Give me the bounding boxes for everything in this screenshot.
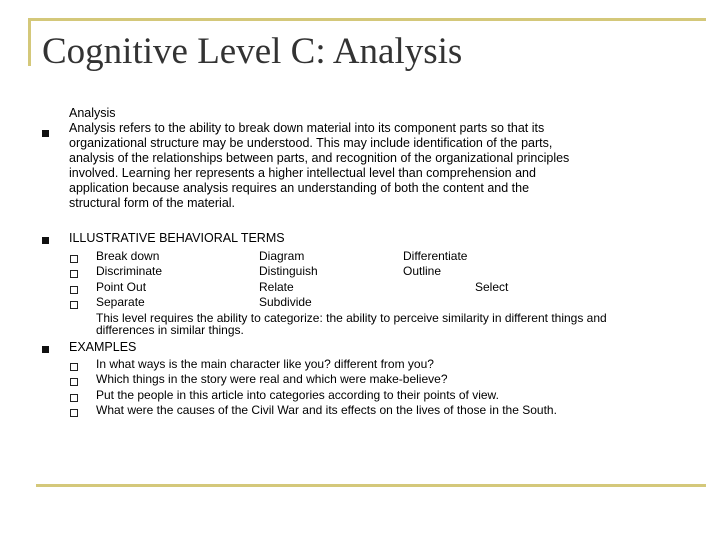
checkbox-bullet-icon — [70, 394, 78, 402]
checkbox-bullet-icon — [70, 378, 78, 386]
checkbox-bullet-icon — [70, 363, 78, 371]
analysis-line-5: application because analysis requires an understanding of both the content and the — [69, 181, 530, 195]
analysis-line-3: analysis of the relationships between parts, and recognition of the organizational principles — [69, 151, 570, 165]
example-item-2: Which things in the story were real and which were make-believe? — [96, 372, 448, 386]
checkbox-bullet-icon — [70, 301, 78, 309]
section-heading-behavioral-terms: ILLUSTRATIVE BEHAVIORAL TERMS — [69, 231, 285, 245]
slide-title: Cognitive Level C: Analysis — [42, 31, 463, 72]
section-heading-examples: EXAMPLES — [69, 340, 137, 354]
section-heading-analysis: Analysis — [69, 106, 116, 120]
term-discriminate: Discriminate — [96, 264, 163, 278]
term-distinguish: Distinguish — [259, 264, 318, 278]
analysis-line-6: structural form of the material. — [69, 196, 236, 210]
term-outline: Outline — [403, 264, 442, 278]
checkbox-bullet-icon — [70, 270, 78, 278]
bottom-rule — [36, 484, 706, 487]
term-differentiate: Differentiate — [403, 249, 468, 263]
checkbox-bullet-icon — [70, 409, 78, 417]
term-diagram: Diagram — [259, 249, 305, 263]
left-rule — [28, 18, 31, 66]
analysis-line-1: Analysis refers to the ability to break down material into its component parts so that its — [69, 121, 545, 135]
example-item-3: Put the people in this article into categories according to their points of view. — [96, 388, 499, 402]
analysis-line-2: organizational structure may be understood. This may include identification of the parts, — [69, 136, 553, 150]
term-select: Select — [475, 280, 509, 294]
term-subdivide: Subdivide — [259, 295, 312, 309]
bullet-icon — [42, 346, 49, 353]
example-item-1: In what ways is the main character like you? different from you? — [96, 357, 434, 371]
example-item-4: What were the causes of the Civil War and its effects on the lives of those in the South. — [96, 403, 557, 417]
top-rule — [28, 18, 706, 21]
bullet-icon — [42, 237, 49, 244]
term-point-out: Point Out — [96, 280, 147, 294]
checkbox-bullet-icon — [70, 255, 78, 263]
note-line-1: This level requires the ability to categorize: the ability to perceive similarity in different things and — [96, 311, 607, 325]
bullet-icon — [42, 130, 49, 137]
term-break-down: Break down — [96, 249, 160, 263]
checkbox-bullet-icon — [70, 286, 78, 294]
term-relate: Relate — [259, 280, 294, 294]
analysis-line-4: involved. Learning her represents a higher intellectual level than comprehension and — [69, 166, 536, 180]
term-separate: Separate — [96, 295, 145, 309]
note-line-2: differences in similar things. — [96, 323, 244, 337]
